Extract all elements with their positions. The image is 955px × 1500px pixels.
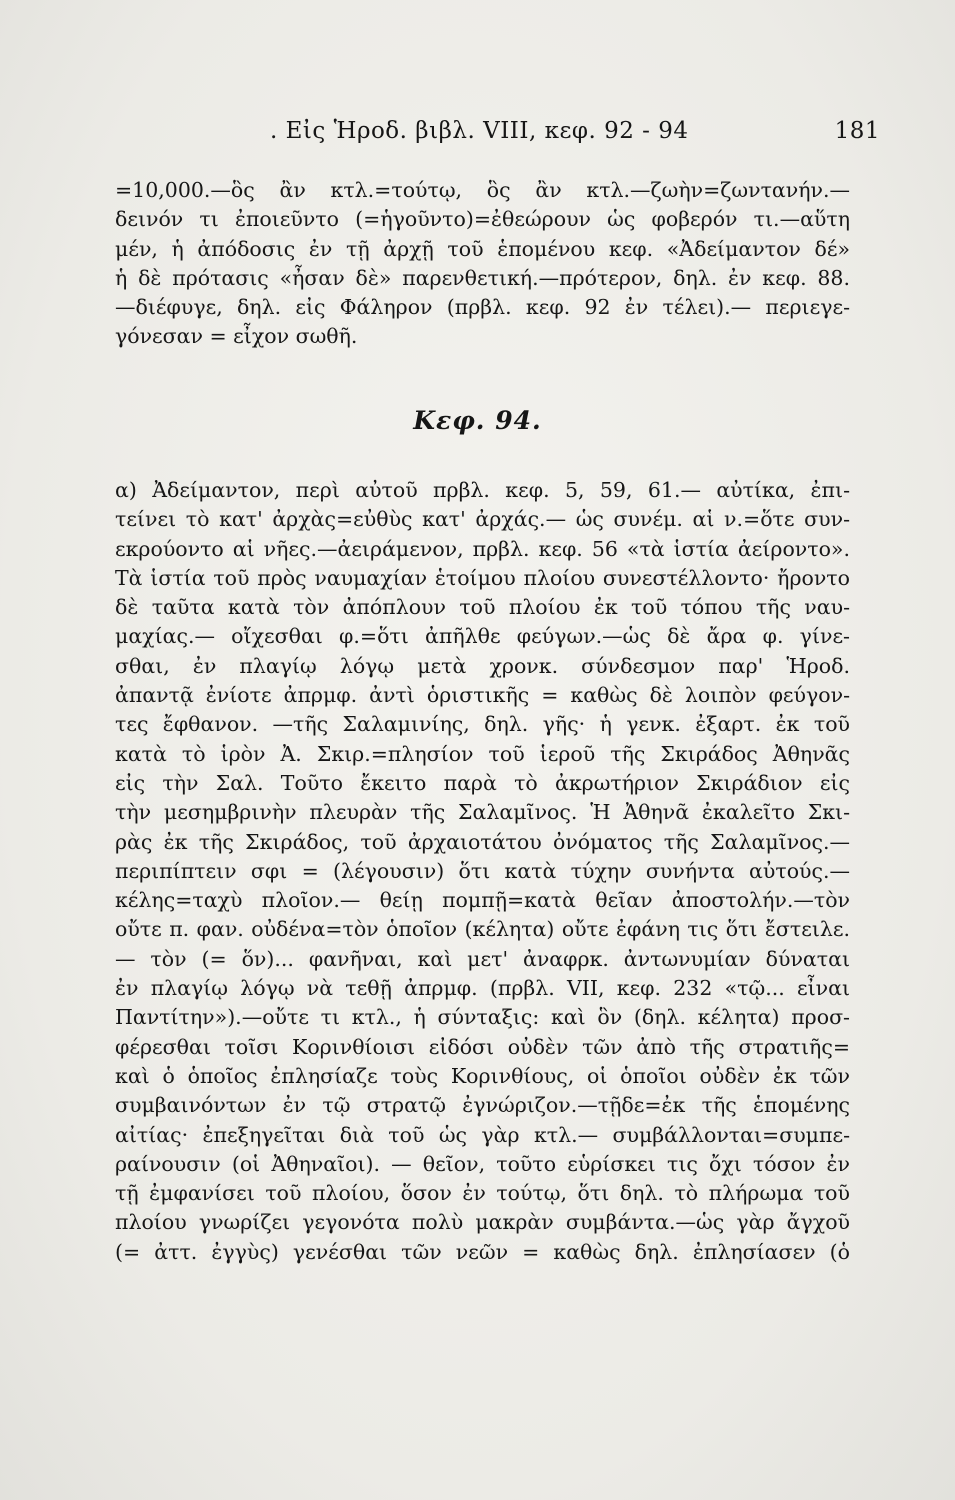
text-line: ρὰς ἐκ τῆς Σκιράδος, τοῦ ἀρχαιοτάτου ὀνόματος τῆς Σαλαμῖνος.— <box>115 829 850 854</box>
text-line: σθαι, ἐν πλαγίῳ λόγῳ μετὰ χρονκ. σύνδεσμον παρ' Ἡροδ. <box>115 653 850 678</box>
text-line: κατὰ τὸ ἱρὸν Ἀ. Σκιρ.=πλησίον τοῦ ἱεροῦ τῆς Σκιράδος Ἀθηνᾶς <box>115 741 850 766</box>
text-line: μέν, ἡ ἀπόδοσις ἐν τῇ ἀρχῇ τοῦ ἑπομένου κεφ. «Ἀδείμαντον δέ» <box>115 236 850 261</box>
text-line: εἰς τὴν Σαλ. Τοῦτο ἔκειτο παρὰ τὸ ἀκρωτήριον Σκιράδιον εἰς <box>115 770 850 795</box>
running-header <box>270 118 880 148</box>
text-line: τες ἔφθανον. —τῆς Σαλαμινίης, δηλ. γῆς· ἡ γενκ. ἐξαρτ. ἐκ τοῦ <box>115 712 850 737</box>
text-line: γόνεσαν = εἶχον σωθῆ. <box>115 324 358 349</box>
text-line: οὔτε π. φαν. οὐδένα=τὸν ὁποῖον (κέλητα) οὔτε ἐφάνη τις ὅτι ἔστειλε. <box>115 917 850 942</box>
page-number: 181 <box>834 118 880 144</box>
text-line: πλοίου γνωρίζει γεγονότα πολὺ μακρὰν συμβάντα.—ὡς γὰρ ἄγχοῦ <box>115 1210 850 1235</box>
text-line: τείνει τὸ κατ' ἀρχὰς=εὐθὺς κατ' ἀρχάς.— ὡς συνέμ. αἱ ν.=ὅτε συν- <box>115 507 850 532</box>
text-line: ἡ δὲ πρότασις «ἦσαν δὲ» παρενθετική.—πρότερον, δηλ. ἐν κεφ. 88. <box>115 265 850 290</box>
text-line: Τὰ ἱστία τοῦ πρὸς ναυμαχίαν ἑτοίμου πλοίου συνεστέλλοντο· ἤροντο <box>115 565 850 590</box>
header-title: . Εἰς Ἡροδ. βιβλ. VIII, κεφ. 92 - 94 <box>270 118 689 144</box>
text-line: συμβαινόντων ἐν τῷ στρατῷ ἐγνώριζον.—τῇδε=ἐκ τῆς ἑπομένης <box>115 1093 850 1118</box>
text-line: — τὸν (= ὅν)... φανῆναι, καὶ μετ' ἀναφρκ. ἀντωνυμίαν δύναται <box>115 946 850 971</box>
text-line: τὴν μεσημβρινὴν πλευρὰν τῆς Σαλαμῖνος. Ἡ Ἀθηνᾶ ἐκαλεῖτο Σκι- <box>115 800 850 825</box>
text-line: α) Ἀδείμαντον, περὶ αὐτοῦ πρβλ. κεφ. 5, 59, 61.— αὐτίκα, ἐπι- <box>115 478 850 502</box>
text-line: εκρούοντο αἱ νῆες.—ἀειράμενον, πρβλ. κεφ. 56 «τὰ ἱστία ἀείροντο». <box>115 536 850 561</box>
text-line: περιπίπτειν σφι = (λέγουσιν) ὅτι κατὰ τύχην συνήντα αὐτούς.— <box>115 858 850 883</box>
text-line: ραίνουσιν (οἱ Ἀθηναῖοι). — θεῖον, τοῦτο εὑρίσκει τις ὄχι τόσον ἐν <box>115 1151 850 1176</box>
chapter-heading: Κεφ. 94. <box>413 406 542 435</box>
text-line: ἐν πλαγίῳ λόγῳ νὰ τεθῇ ἀπρμφ. (πρβλ. VII, κεφ. 232 «τῷ... εἶναι <box>115 976 850 1001</box>
text-line: (= ἀττ. ἐγγὺς) γενέσθαι τῶν νεῶν = καθὼς δηλ. ἐπλησίασεν (ὁ <box>115 1239 850 1264</box>
text-line: καὶ ὁ ὁποῖος ἐπλησίαζε τοὺς Κορινθίους, οἱ ὁποῖοι οὐδὲν ἐκ τῶν <box>115 1063 850 1088</box>
text-line: —διέφυγε, δηλ. εἰς Φάληρον (πρβλ. κεφ. 92 ἐν τέλει).— περιεγε- <box>115 295 850 320</box>
text-line: =10,000.—ὃς ἂν κτλ.=τούτῳ, ὃς ἂν κτλ.—ζωὴν=ζωντανήν.— <box>115 178 850 202</box>
paragraph-top <box>115 176 850 352</box>
text-line: αἰτίας· ἐπεξηγεῖται διὰ τοῦ ὡς γὰρ κτλ.— συμβάλλονται=συμπε- <box>115 1122 850 1147</box>
text-line: δεινόν τι ἐποιεῦντο (=ἡγοῦντο)=ἐθεώρουν ὡς φοβερόν τι.—αὕτη <box>115 207 850 232</box>
paragraph-chapter-94 <box>115 476 850 1267</box>
text-line: κέλης=ταχὺ πλοῖον.— θείῃ πομπῇ=κατὰ θεῖαν ἀποστολήν.—τὸν <box>115 888 850 913</box>
text-line: τῇ ἐμφανίσει τοῦ πλοίου, ὅσον ἐν τούτῳ, ὅτι δηλ. τὸ πλήρωμα τοῦ <box>115 1181 850 1206</box>
text-line: δὲ ταῦτα κατὰ τὸν ἀπόπλουν τοῦ πλοίου ἐκ τοῦ τόπου τῆς ναυ- <box>115 595 850 620</box>
text-line: μαχίας.— οἴχεσθαι φ.=ὅτι ἀπῆλθε φεύγων.—ὡς δὲ ἄρα φ. γίνε- <box>115 624 850 649</box>
text-line: ἀπαντᾷ ἐνίοτε ἀπρμφ. ἀντὶ ὁριστικῆς = καθὼς δὲ λοιπὸν φεύγον- <box>115 683 850 708</box>
text-line: Παντίτην»).—οὔτε τι κτλ., ἡ σύνταξις: καὶ ὃν (δηλ. κέλητα) προσ- <box>115 1005 850 1030</box>
text-line: φέρεσθαι τοῖσι Κορινθίοισι εἰδόσι οὐδὲν τῶν ἀπὸ τῆς στρατιῆς= <box>115 1034 850 1059</box>
